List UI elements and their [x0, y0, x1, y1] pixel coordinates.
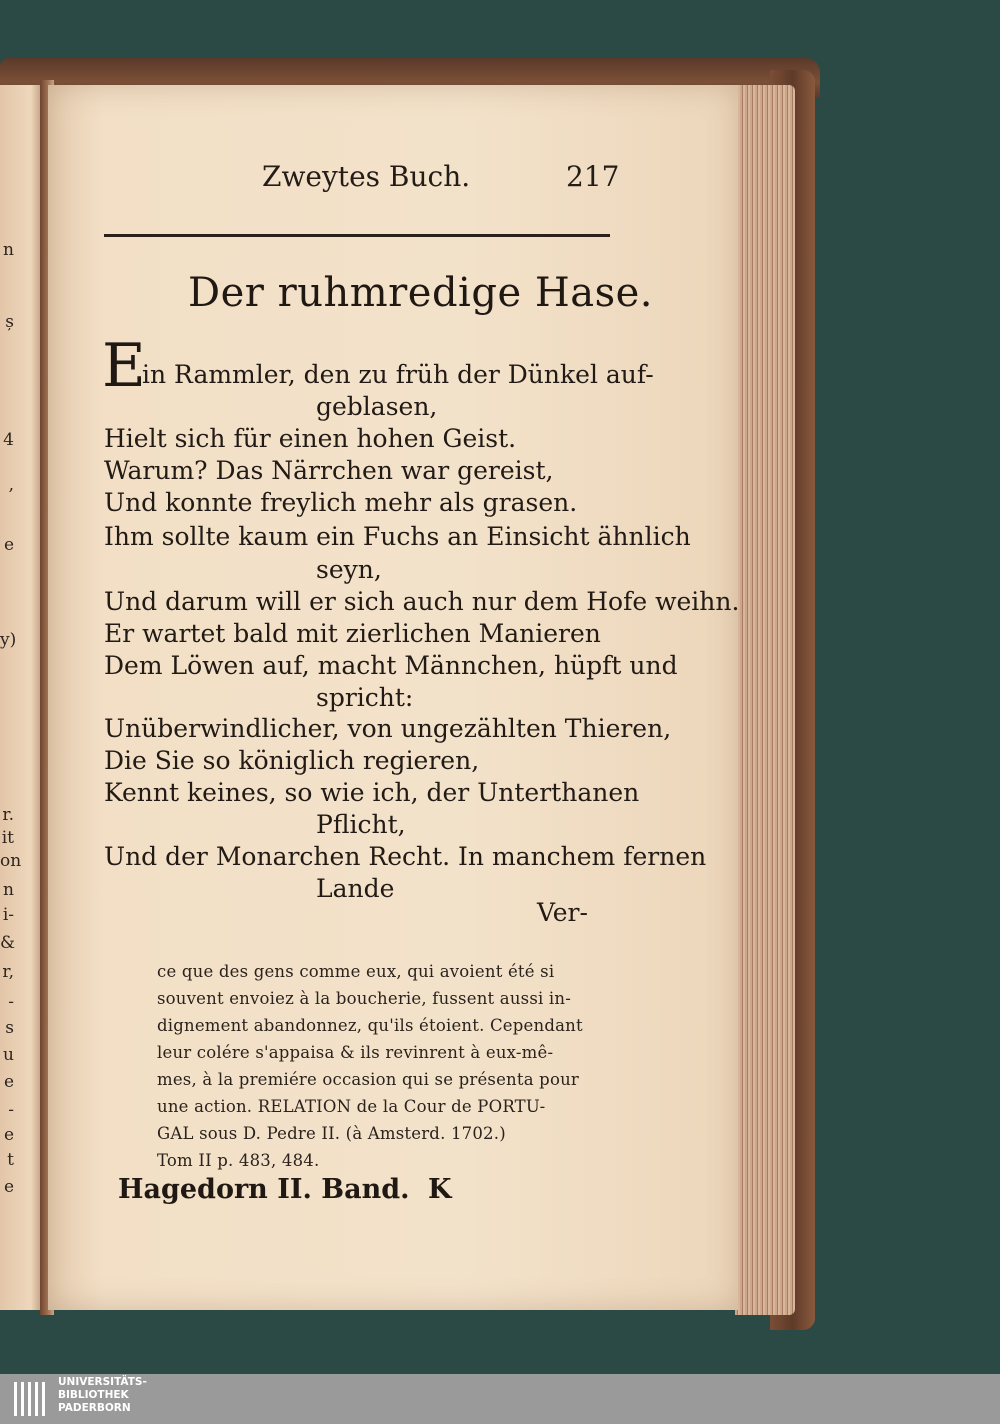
verse-line: Lande	[316, 874, 395, 903]
verse-line: Hielt sich für einen hohen Geist.	[104, 424, 517, 453]
page-edges	[735, 85, 795, 1315]
library-footer	[0, 1374, 1000, 1424]
drop-initial: E	[102, 331, 146, 401]
margin-fragment: r.	[2, 805, 14, 825]
library-logo-text	[58, 1376, 147, 1415]
verse-line: Und darum will er sich auch nur dem Hofe weihn.	[104, 587, 740, 616]
footnote-line: une action. RELATION de la Cour de PORTU-	[157, 1097, 546, 1116]
margin-fragment: r,	[2, 962, 14, 982]
margin-fragment: y)	[0, 630, 17, 650]
verse-line: Ihm sollte kaum ein Fuchs an Einsicht ähnlich	[104, 522, 691, 551]
header-rule	[104, 234, 610, 237]
page-number: 217	[566, 160, 620, 193]
margin-fragment: it	[1, 828, 14, 848]
footnote-line: mes, à la premiére occasion qui se présenta pour	[157, 1070, 579, 1089]
footnote-line: GAL sous D. Pedre II. (à Amsterd. 1702.)	[157, 1124, 506, 1143]
verse-line: Und konnte freylich mehr als grasen.	[104, 488, 578, 517]
verse-line: Warum? Das Närrchen war gereist,	[104, 456, 554, 485]
footnote-line: Tom II p. 483, 484.	[157, 1151, 320, 1170]
verse-line: geblasen,	[316, 392, 438, 421]
poem-title: Der ruhmredige Hase.	[188, 270, 653, 316]
margin-fragment: e	[3, 1177, 14, 1197]
logo-line-2: BIBLIOTHEK	[58, 1389, 129, 1401]
margin-fragment: e	[3, 1125, 14, 1145]
margin-fragment: u	[3, 1045, 14, 1065]
verse-line: Kennt keines, so wie ich, der Unterthanen	[104, 778, 640, 807]
verse-line: Und der Monarchen Recht. In manchem fernen	[104, 842, 707, 871]
verse-line: Er wartet bald mit zierlichen Manieren	[104, 619, 601, 648]
signature-mark: K	[428, 1174, 452, 1205]
library-logo-icon	[12, 1378, 52, 1420]
margin-fragment: e	[3, 535, 14, 555]
footnote-line: souvent envoiez à la boucherie, fussent aussi in-	[157, 989, 571, 1008]
verse-line: in Rammler, den zu früh der Dünkel auf-	[142, 360, 654, 389]
margin-fragment: n	[3, 240, 14, 260]
footnote-line: ce que des gens comme eux, qui avoient été si	[157, 962, 555, 981]
margin-fragment: i-	[2, 905, 14, 925]
margin-fragment: &	[0, 933, 16, 953]
margin-fragment: t	[7, 1150, 14, 1170]
verse-line: Unüberwindlicher, von ungezählten Thieren,	[104, 714, 672, 743]
verse-line: spricht:	[316, 683, 414, 712]
running-head: Zweytes Buch.	[262, 160, 471, 193]
verse-line: Dem Löwen auf, macht Männchen, hüpft und	[104, 651, 678, 680]
footnote-line: leur colére s'appaisa & ils revinrent à eux-mê-	[157, 1043, 554, 1062]
verse-line: Die Sie so königlich regieren,	[104, 746, 480, 775]
margin-fragment: s	[5, 1018, 14, 1038]
margin-fragment: ș	[5, 312, 14, 332]
margin-fragment: ,	[8, 475, 14, 495]
margin-fragment: -	[8, 992, 14, 1012]
margin-fragment: 4	[3, 430, 14, 450]
margin-fragment: n	[3, 880, 14, 900]
margin-fragment: on	[0, 851, 22, 871]
logo-line-1: UNIVERSITÄTS-	[58, 1376, 147, 1388]
catchword: Ver-	[537, 898, 588, 927]
margin-fragment: e	[3, 1072, 14, 1092]
margin-fragment: -	[8, 1100, 14, 1120]
verse-line: seyn,	[316, 555, 382, 584]
verse-line: Pflicht,	[316, 810, 406, 839]
logo-line-3: PADERBORN	[58, 1402, 131, 1414]
footnote-line: dignement abandonnez, qu'ils étoient. Cependant	[157, 1016, 583, 1035]
signature-line: Hagedorn II. Band.	[118, 1174, 410, 1205]
